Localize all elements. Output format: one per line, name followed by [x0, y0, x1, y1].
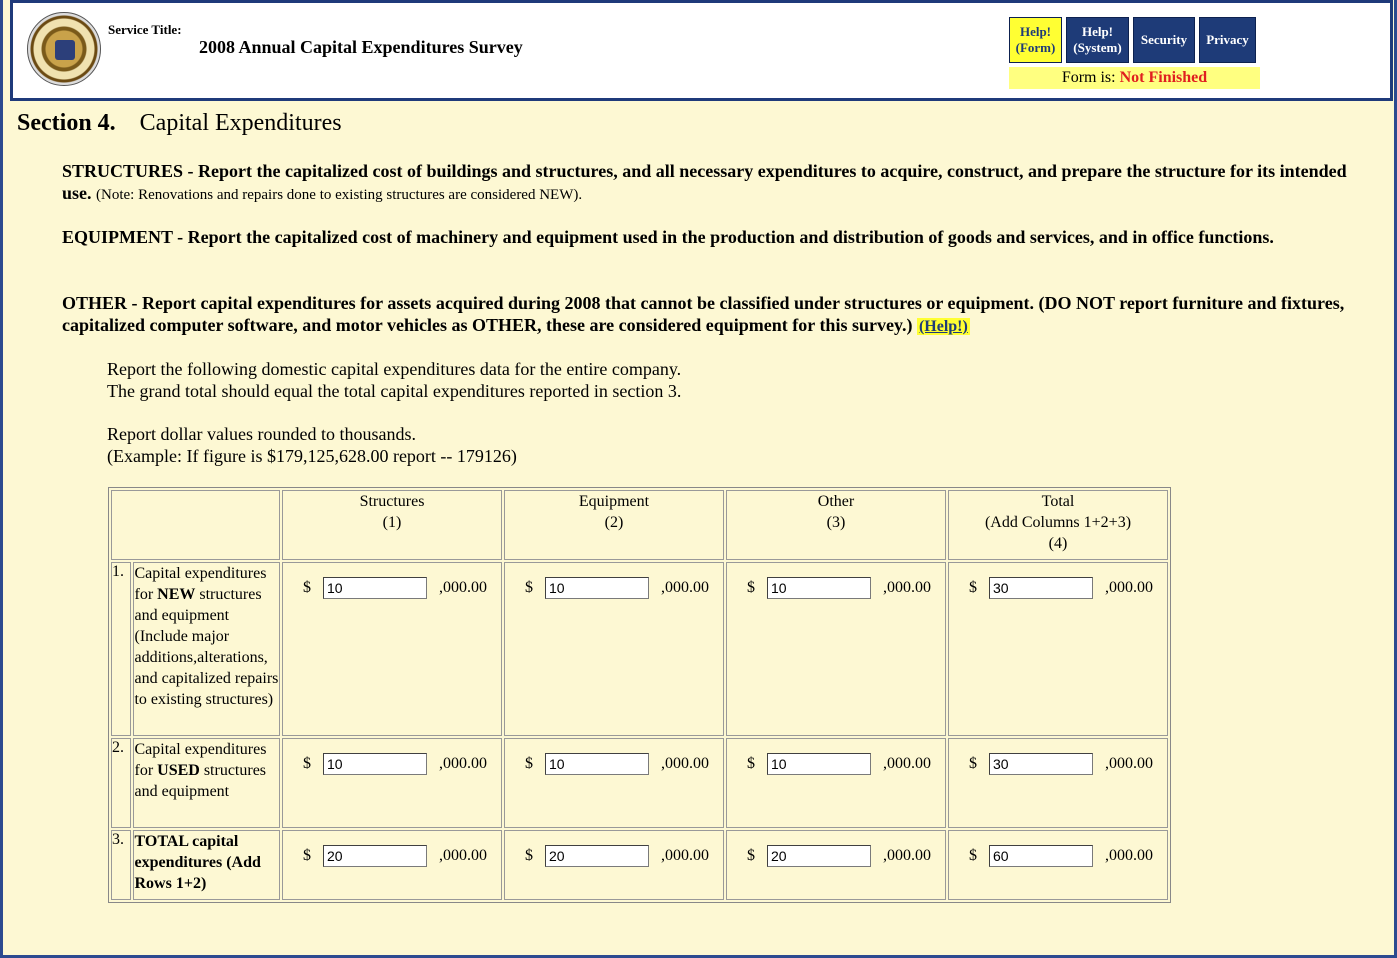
row-label-used: Capital expenditures for USED structures and equipment [133, 738, 280, 828]
used-total-input[interactable] [989, 753, 1093, 775]
census-seal-logo [27, 12, 101, 86]
total-other-input[interactable] [767, 845, 871, 867]
form-status [1009, 67, 1260, 89]
service-title: 2008 Annual Capital Expenditures Survey [199, 37, 523, 57]
window-frame-left [0, 0, 3, 958]
table-header-row [111, 490, 1168, 560]
help-form-button[interactable]: Help! (Form) [1009, 17, 1062, 63]
capital-expenditures-table [108, 487, 1171, 903]
new-total-input[interactable] [989, 577, 1093, 599]
form-status-value: Not Finished [1119, 69, 1208, 86]
total-structures-input[interactable] [323, 845, 427, 867]
security-button[interactable]: Security [1133, 17, 1195, 63]
instructions-block-2: Report dollar values rounded to thousands. (Example: If figure is $179,125,628.00 report -- 179126) [107, 424, 517, 466]
section-heading [17, 110, 342, 137]
new-other-input[interactable] [767, 577, 871, 599]
row-label-new: Capital expenditures for NEW structures and equipment (Include major additions,alterations, and capitalized repairs to existing structures) [133, 562, 280, 736]
new-equipment-input[interactable] [545, 577, 649, 599]
service-title-label: Service Title: [108, 22, 182, 37]
used-structures-input[interactable] [323, 753, 427, 775]
total-equipment-input[interactable] [545, 845, 649, 867]
header-banner [10, 0, 1393, 101]
column-header-structures: Structures (1) [282, 490, 502, 560]
privacy-button[interactable]: Privacy [1199, 17, 1256, 63]
row-label-total: TOTAL capital expenditures (Add Rows 1+2) [133, 830, 280, 900]
column-header-total: Total (Add Columns 1+2+3) (4) [948, 490, 1168, 560]
help-system-button[interactable]: Help! (System) [1066, 17, 1129, 63]
row-number: 2. [111, 738, 131, 828]
form-status-label: Form is: [1061, 69, 1116, 86]
new-structures-input[interactable] [323, 577, 427, 599]
used-equipment-input[interactable] [545, 753, 649, 775]
table-row-total: 3. TOTAL capital expenditures (Add Rows 1+2) $ 20 ,000.00 $ 20 ,000.00 $ 20 ,000.00 $ 60 ,000.00 [111, 830, 1168, 900]
used-other-input[interactable] [767, 753, 871, 775]
grand-total-input[interactable] [989, 845, 1093, 867]
column-header-equipment: Equipment (2) [504, 490, 724, 560]
structures-note: (Note: Renovations and repairs done to existing structures are considered NEW). [96, 187, 583, 203]
equipment-definition: EQUIPMENT - Report the capitalized cost of machinery and equipment used in the production and distribution of goods and services, and in office functions. [62, 227, 1274, 247]
section-title: Capital Expenditures [139, 110, 342, 136]
structures-definition: STRUCTURES - Report the capitalized cost of buildings and structures, and all necessary expenditures to acquire, construct, and prepare the structure for its intended use. (Note: Renovations and repairs done to existing structures are considered NEW). [62, 161, 1347, 203]
section-number: Section 4. [17, 110, 116, 136]
column-header-other: Other (3) [726, 490, 946, 560]
instructions-block-1: Report the following domestic capital expenditures data for the entire company. The grand total should equal the total capital expenditures reported in section 3. [107, 359, 682, 401]
table-row-used: 2. Capital expenditures for USED structures and equipment $ 10 ,000.00 $ 10 ,000.00 $ 10 ,000.00 $ 30 ,000.00 [111, 738, 1168, 828]
other-definition: OTHER - Report capital expenditures for assets acquired during 2008 that cannot be classified under structures or equipment. (DO NOT report furniture and fixtures, capitalized computer software, and motor vehicles as OTHER, these are considered equipment for this survey.) (Help!) [62, 293, 1345, 335]
corner-header [111, 490, 280, 560]
help-link[interactable]: (Help!) [918, 318, 968, 335]
row-number: 1. [111, 562, 131, 736]
table-row-new: 1. Capital expenditures for NEW structures and equipment (Include major additions,alterations, and capitalized repairs to existing structures) $ 10 ,000.00 $ 10 ,000.00 $ 10 ,000.00 $ 30 ,000.00 [111, 562, 1168, 736]
row-number: 3. [111, 830, 131, 900]
